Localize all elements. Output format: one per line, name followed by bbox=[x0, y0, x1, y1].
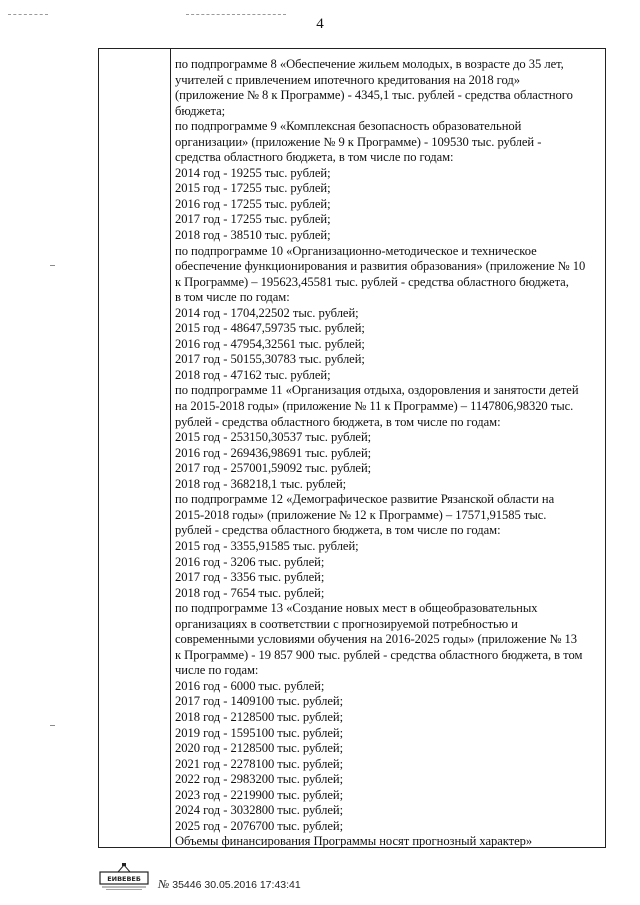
text-line: организации» (приложение № 9 к Программе) - 109530 тыс. рублей - bbox=[175, 134, 542, 149]
document-table bbox=[98, 48, 606, 848]
page-number: 4 bbox=[316, 16, 324, 32]
text-line: бюджета; bbox=[175, 103, 226, 118]
table-content-cell bbox=[175, 57, 603, 850]
text-line: 2015 год - 17255 тыс. рублей; bbox=[175, 181, 331, 196]
text-line: 2016 год - 3206 тыс. рублей; bbox=[175, 554, 325, 569]
text-line: по подпрограмме 9 «Комплексная безопасность образовательной bbox=[175, 119, 522, 134]
text-line: по подпрограмме 11 «Организация отдыха, оздоровления и занятости детей bbox=[175, 383, 579, 398]
text-line: 2024 год - 3032800 тыс. рублей; bbox=[175, 803, 344, 818]
text-line: рублей - средства областного бюджета, в том числе по годам: bbox=[175, 414, 501, 429]
text-line: 2014 год - 19255 тыс. рублей; bbox=[175, 165, 331, 180]
text-line: 2022 год - 2983200 тыс. рублей; bbox=[175, 772, 344, 787]
table-left-column bbox=[99, 49, 171, 847]
text-line: 2018 год - 7654 тыс. рублей; bbox=[175, 585, 325, 600]
document-number: 35446 bbox=[172, 879, 202, 891]
text-line: числе по годам: bbox=[175, 663, 259, 678]
scan-mark-left-2 bbox=[50, 725, 55, 726]
text-line: 2018 год - 47162 тыс. рублей; bbox=[175, 367, 331, 382]
text-line: 2015 год - 48647,59735 тыс. рублей; bbox=[175, 321, 365, 336]
text-line: 2017 год - 257001,59092 тыс. рублей; bbox=[175, 461, 372, 476]
text-line: к Программе) - 19 857 900 тыс. рублей - средства областного бюджета, в том bbox=[175, 647, 583, 662]
text-line: 2023 год - 2219900 тыс. рублей; bbox=[175, 787, 344, 802]
scan-mark-left-1 bbox=[50, 265, 55, 266]
text-line: 2025 год - 2076700 тыс. рублей; bbox=[175, 818, 344, 833]
text-line: на 2015-2018 годы» (приложение № 11 к Программе) – 1147806,98320 тыс. bbox=[175, 399, 574, 414]
text-line: 2018 год - 368218,1 тыс. рублей; bbox=[175, 476, 347, 491]
text-line: 2016 год - 47954,32561 тыс. рублей; bbox=[175, 336, 365, 351]
text-line: (приложение № 8 к Программе) - 4345,1 тыс. рублей - средства областного bbox=[175, 88, 573, 103]
text-line: 2017 год - 1409100 тыс. рублей; bbox=[175, 694, 344, 709]
text-line: современными условиями обучения на 2016-2025 годы» (приложение № 13 bbox=[175, 632, 578, 647]
registration-datetime: 30.05.2016 17:43:41 bbox=[204, 879, 301, 891]
text-line: организациях в соответствии с прогнозируемой потребностью и bbox=[175, 616, 518, 631]
text-line: в том числе по годам: bbox=[175, 290, 290, 305]
text-line: по подпрограмме 8 «Обеспечение жильем молодых, в возрасте до 35 лет, bbox=[175, 57, 564, 71]
text-line: 2016 год - 6000 тыс. рублей; bbox=[175, 678, 325, 693]
text-line: учителей с привлечением ипотечного кредитования на 2018 год» bbox=[175, 72, 520, 87]
text-line: 2016 год - 17255 тыс. рублей; bbox=[175, 196, 331, 211]
text-line: 2015 год - 3355,91585 тыс. рублей; bbox=[175, 538, 359, 553]
text-line: 2018 год - 38510 тыс. рублей; bbox=[175, 228, 331, 243]
text-line: по подпрограмме 10 «Организационно-методическое и техническое bbox=[175, 243, 537, 258]
text-line: 2017 год - 3356 тыс. рублей; bbox=[175, 570, 325, 585]
text-line: обеспечение функционирования и развития образования» (приложение № 10 bbox=[175, 259, 586, 274]
text-line: 2021 год - 2278100 тыс. рублей; bbox=[175, 756, 344, 771]
text-line: 2018 год - 2128500 тыс. рублей; bbox=[175, 709, 344, 724]
text-line: 2016 год - 269436,98691 тыс. рублей; bbox=[175, 445, 372, 460]
footer-registration bbox=[158, 877, 301, 892]
number-sign: № bbox=[158, 877, 170, 891]
text-line: к Программе) – 195623,45581 тыс. рублей - средства областного бюджета, bbox=[175, 274, 569, 289]
text-line: рублей - средства областного бюджета, в том числе по годам: bbox=[175, 523, 501, 538]
text-line: 2019 год - 1595100 тыс. рублей; bbox=[175, 725, 344, 740]
text-line: по подпрограмме 12 «Демографическое развитие Рязанской области на bbox=[175, 492, 555, 507]
text-line: 2015-2018 годы» (приложение № 12 к Программе) – 17571,91585 тыс. bbox=[175, 507, 547, 522]
text-line: 2017 год - 50155,30783 тыс. рублей; bbox=[175, 352, 365, 367]
stamp-text: ЕИВЕВЕБ bbox=[107, 875, 141, 883]
text-line: 2017 год - 17255 тыс. рублей; bbox=[175, 212, 331, 227]
text-line: 2014 год - 1704,22502 тыс. рублей; bbox=[175, 305, 359, 320]
text-line: средства областного бюджета, в том числе по годам: bbox=[175, 150, 454, 165]
registry-stamp-icon bbox=[98, 862, 150, 892]
footer bbox=[98, 862, 638, 896]
text-line: Объемы финансирования Программы носят прогнозный характер» bbox=[175, 834, 533, 849]
text-line: 2020 год - 2128500 тыс. рублей; bbox=[175, 741, 344, 756]
text-line: по подпрограмме 13 «Создание новых мест в общеобразовательных bbox=[175, 601, 538, 616]
text-line: 2015 год - 253150,30537 тыс. рублей; bbox=[175, 430, 372, 445]
